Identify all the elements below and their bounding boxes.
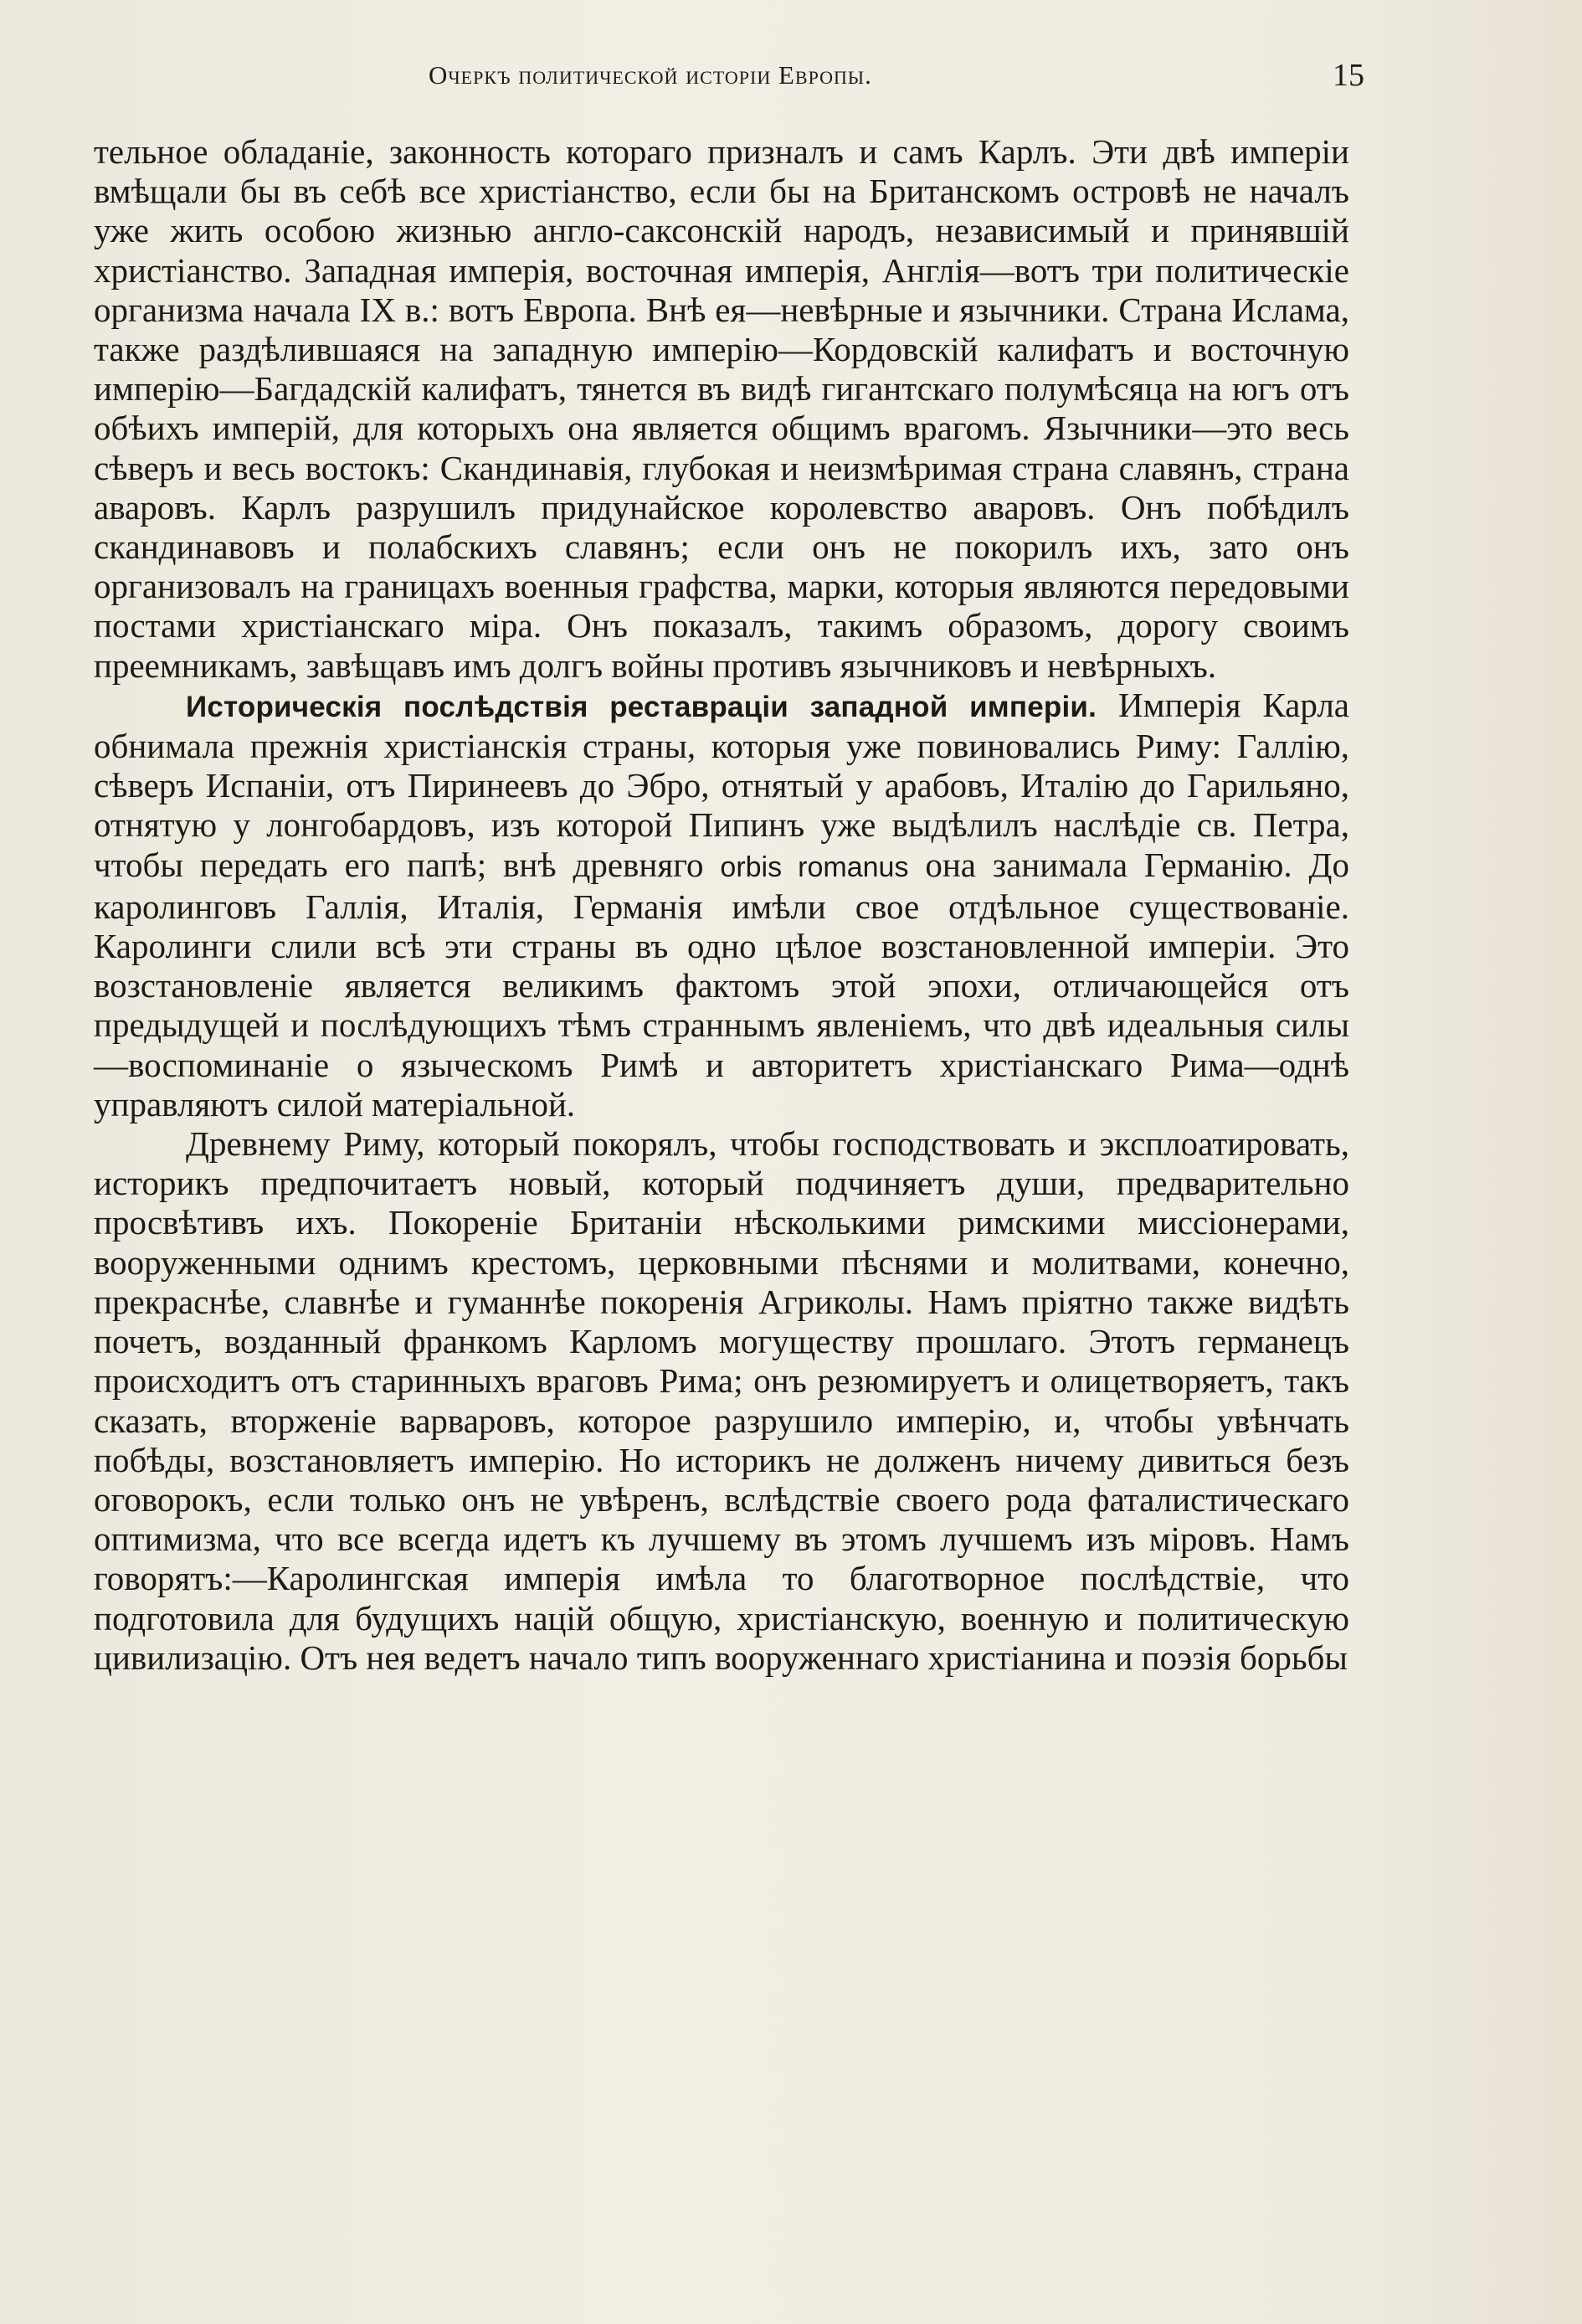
running-title: Очеркъ политической исторіи Европы. — [429, 60, 872, 90]
paragraph-2 — [94, 686, 1349, 1124]
section-heading: Историческія послѣдствія реставраціи западной имперіи. — [186, 690, 1097, 723]
paragraph-3: Древнему Риму, который покорялъ, чтобы господствовать и эксплоатировать, историкъ предпочитаетъ новый, который подчиняетъ души, предварительно просвѣтивъ ихъ. Покореніе Британіи нѣсколькими римскими миссіонерами, вооруженными однимъ крестомъ, церковными пѣснями и молитвами, конечно, прекраснѣе, славнѣе и гуманнѣе покоренія Агриколы. Намъ пріятно также видѣть почетъ, возданный франкомъ Карломъ могуществу прошлаго. Этотъ германецъ происходитъ отъ старинныхъ враговъ Рима; онъ резюмируетъ и олицетворяетъ, такъ сказать, вторженіе варваровъ, которое разрушило имперію, и, чтобы увѣнчать побѣды, возстановляетъ имперію. Но историкъ не долженъ ничему дивиться безъ оговорокъ, если только онъ не увѣренъ, вслѣдствіе своего рода фаталистическаго оптимизма, что все всегда идетъ къ лучшему въ этомъ лучшемъ изъ міровъ. Намъ говорятъ:—Каролингская имперія имѣла то благотворное послѣдствіе, что подготовила для будущихъ націй общую, христіанскую, военную и политическую цивилизацію. Отъ нея ведетъ начало типъ вооруженнаго христіанина и поэзія борьбы — [94, 1124, 1349, 1677]
paragraph-2-text-a: Имперія Карла обнимала прежнія христіанскія страны, которыя уже повиновались Риму: Галлію, сѣверъ Испаніи, отъ Пиринеевъ до Эбро, отнятый у арабовъ, Италію до Гарильяно, отнятую у лонгобардовъ, изъ которой Пипинъ уже выдѣлилъ наслѣдіе св. Петра, чтобы передать его папѣ; внѣ древняго — [94, 685, 1349, 884]
latin-phrase: orbis romanus — [720, 851, 909, 883]
page-header — [94, 60, 1364, 111]
paragraph-1: тельное обладаніе, законность котораго призналъ и самъ Карлъ. Эти двѣ имперіи вмѣщали бы въ себѣ все христіанство, если бы на Британскомъ островѣ не началъ уже жить особою жизнью англо-саксонскій народъ, независимый и принявшій христіанство. Западная имперія, восточная имперія, Англія—вотъ три политическіе организма начала IX в.: вотъ Европа. Внѣ ея—невѣрные и язычники. Страна Ислама, также раздѣлившаяся на западную имперію—Кордовскій калифатъ и восточную имперію—Багдадскій калифатъ, тянется въ видѣ гигантскаго полумѣсяца на югъ отъ обѣихъ имперій, для которыхъ она является общимъ врагомъ. Язычники—это весь сѣверъ и весь востокъ: Скандинавія, глубокая и неизмѣримая страна славянъ, страна аваровъ. Карлъ разрушилъ придунайское королевство аваровъ. Онъ побѣдилъ скандинавовъ и полабскихъ славянъ; если онъ не покорилъ ихъ, зато онъ организовалъ на границахъ военныя графства, марки, которыя являются передовыми постами христіанскаго міра. Онъ показалъ, такимъ образомъ, дорогу своимъ преемникамъ, завѣщавъ имъ долгъ войны противъ язычниковъ и невѣрныхъ. — [94, 132, 1349, 685]
body-text — [94, 132, 1349, 1678]
page-number: 15 — [1333, 58, 1364, 93]
paragraph-2-text-b: она занимала Германію. До каролинговъ Галлія, Италія, Германія имѣли свое отдѣльное существованіе. Каролинги слили всѣ эти страны въ одно цѣлое возстановленной имперіи. Это возстановленіе является великимъ фактомъ этой эпохи, отличающейся отъ предыдущей и послѣдующихъ тѣмъ страннымъ явленіемъ, что двѣ идеальныя силы—воспоминаніе о языческомъ Римѣ и авторитетъ христіанскаго Рима—однѣ управляютъ силой матеріальной. — [94, 845, 1350, 1123]
